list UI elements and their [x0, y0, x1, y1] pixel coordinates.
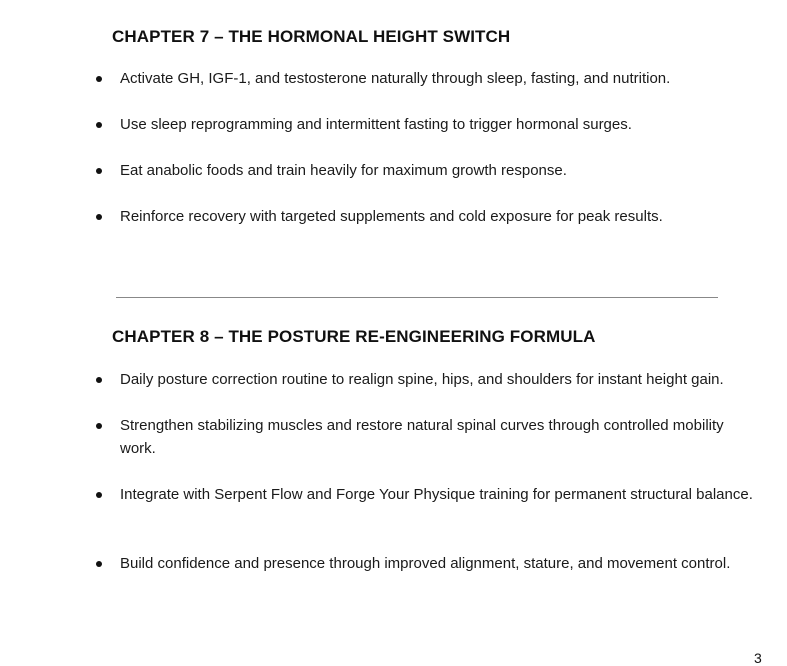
list-item [0, 552, 760, 575]
bullet-text: Use sleep reprogramming and intermittent fasting to trigger hormonal surges. [120, 116, 632, 133]
list-item [0, 159, 760, 182]
list-item [0, 414, 760, 460]
bullet-icon [96, 377, 102, 383]
list-item [0, 205, 760, 228]
list-item [0, 483, 760, 506]
chapter-8-heading: CHAPTER 8 – THE POSTURE RE-ENGINEERING FORMULA [112, 327, 596, 346]
list-item [0, 67, 760, 90]
bullet-text: Activate GH, IGF-1, and testosterone naturally through sleep, fasting, and nutrition. [120, 70, 671, 87]
bullet-icon [96, 76, 102, 82]
list-item [0, 368, 760, 391]
bullet-icon [96, 168, 102, 174]
bullet-text: Daily posture correction routine to realign spine, hips, and shoulders for instant height gain. [120, 371, 724, 388]
bullet-text: Eat anabolic foods and train heavily for maximum growth response. [120, 162, 567, 179]
bullet-text: Reinforce recovery with targeted supplements and cold exposure for peak results. [120, 208, 663, 225]
page-number: 3 [754, 650, 762, 666]
bullet-icon [96, 214, 102, 220]
bullet-text: Integrate with Serpent Flow and Forge Your Physique training for permanent structural balance. [120, 486, 753, 503]
bullet-icon [96, 492, 102, 498]
chapter-7-heading: CHAPTER 7 – THE HORMONAL HEIGHT SWITCH [112, 27, 511, 46]
bullet-icon [96, 423, 102, 429]
bullet-icon [96, 561, 102, 567]
section-divider [116, 297, 718, 298]
list-item [0, 113, 760, 136]
bullet-text: Strengthen stabilizing muscles and restore natural spinal curves through controlled mobility work. [120, 417, 724, 457]
bullet-icon [96, 122, 102, 128]
bullet-text: Build confidence and presence through improved alignment, stature, and movement control. [120, 555, 731, 572]
